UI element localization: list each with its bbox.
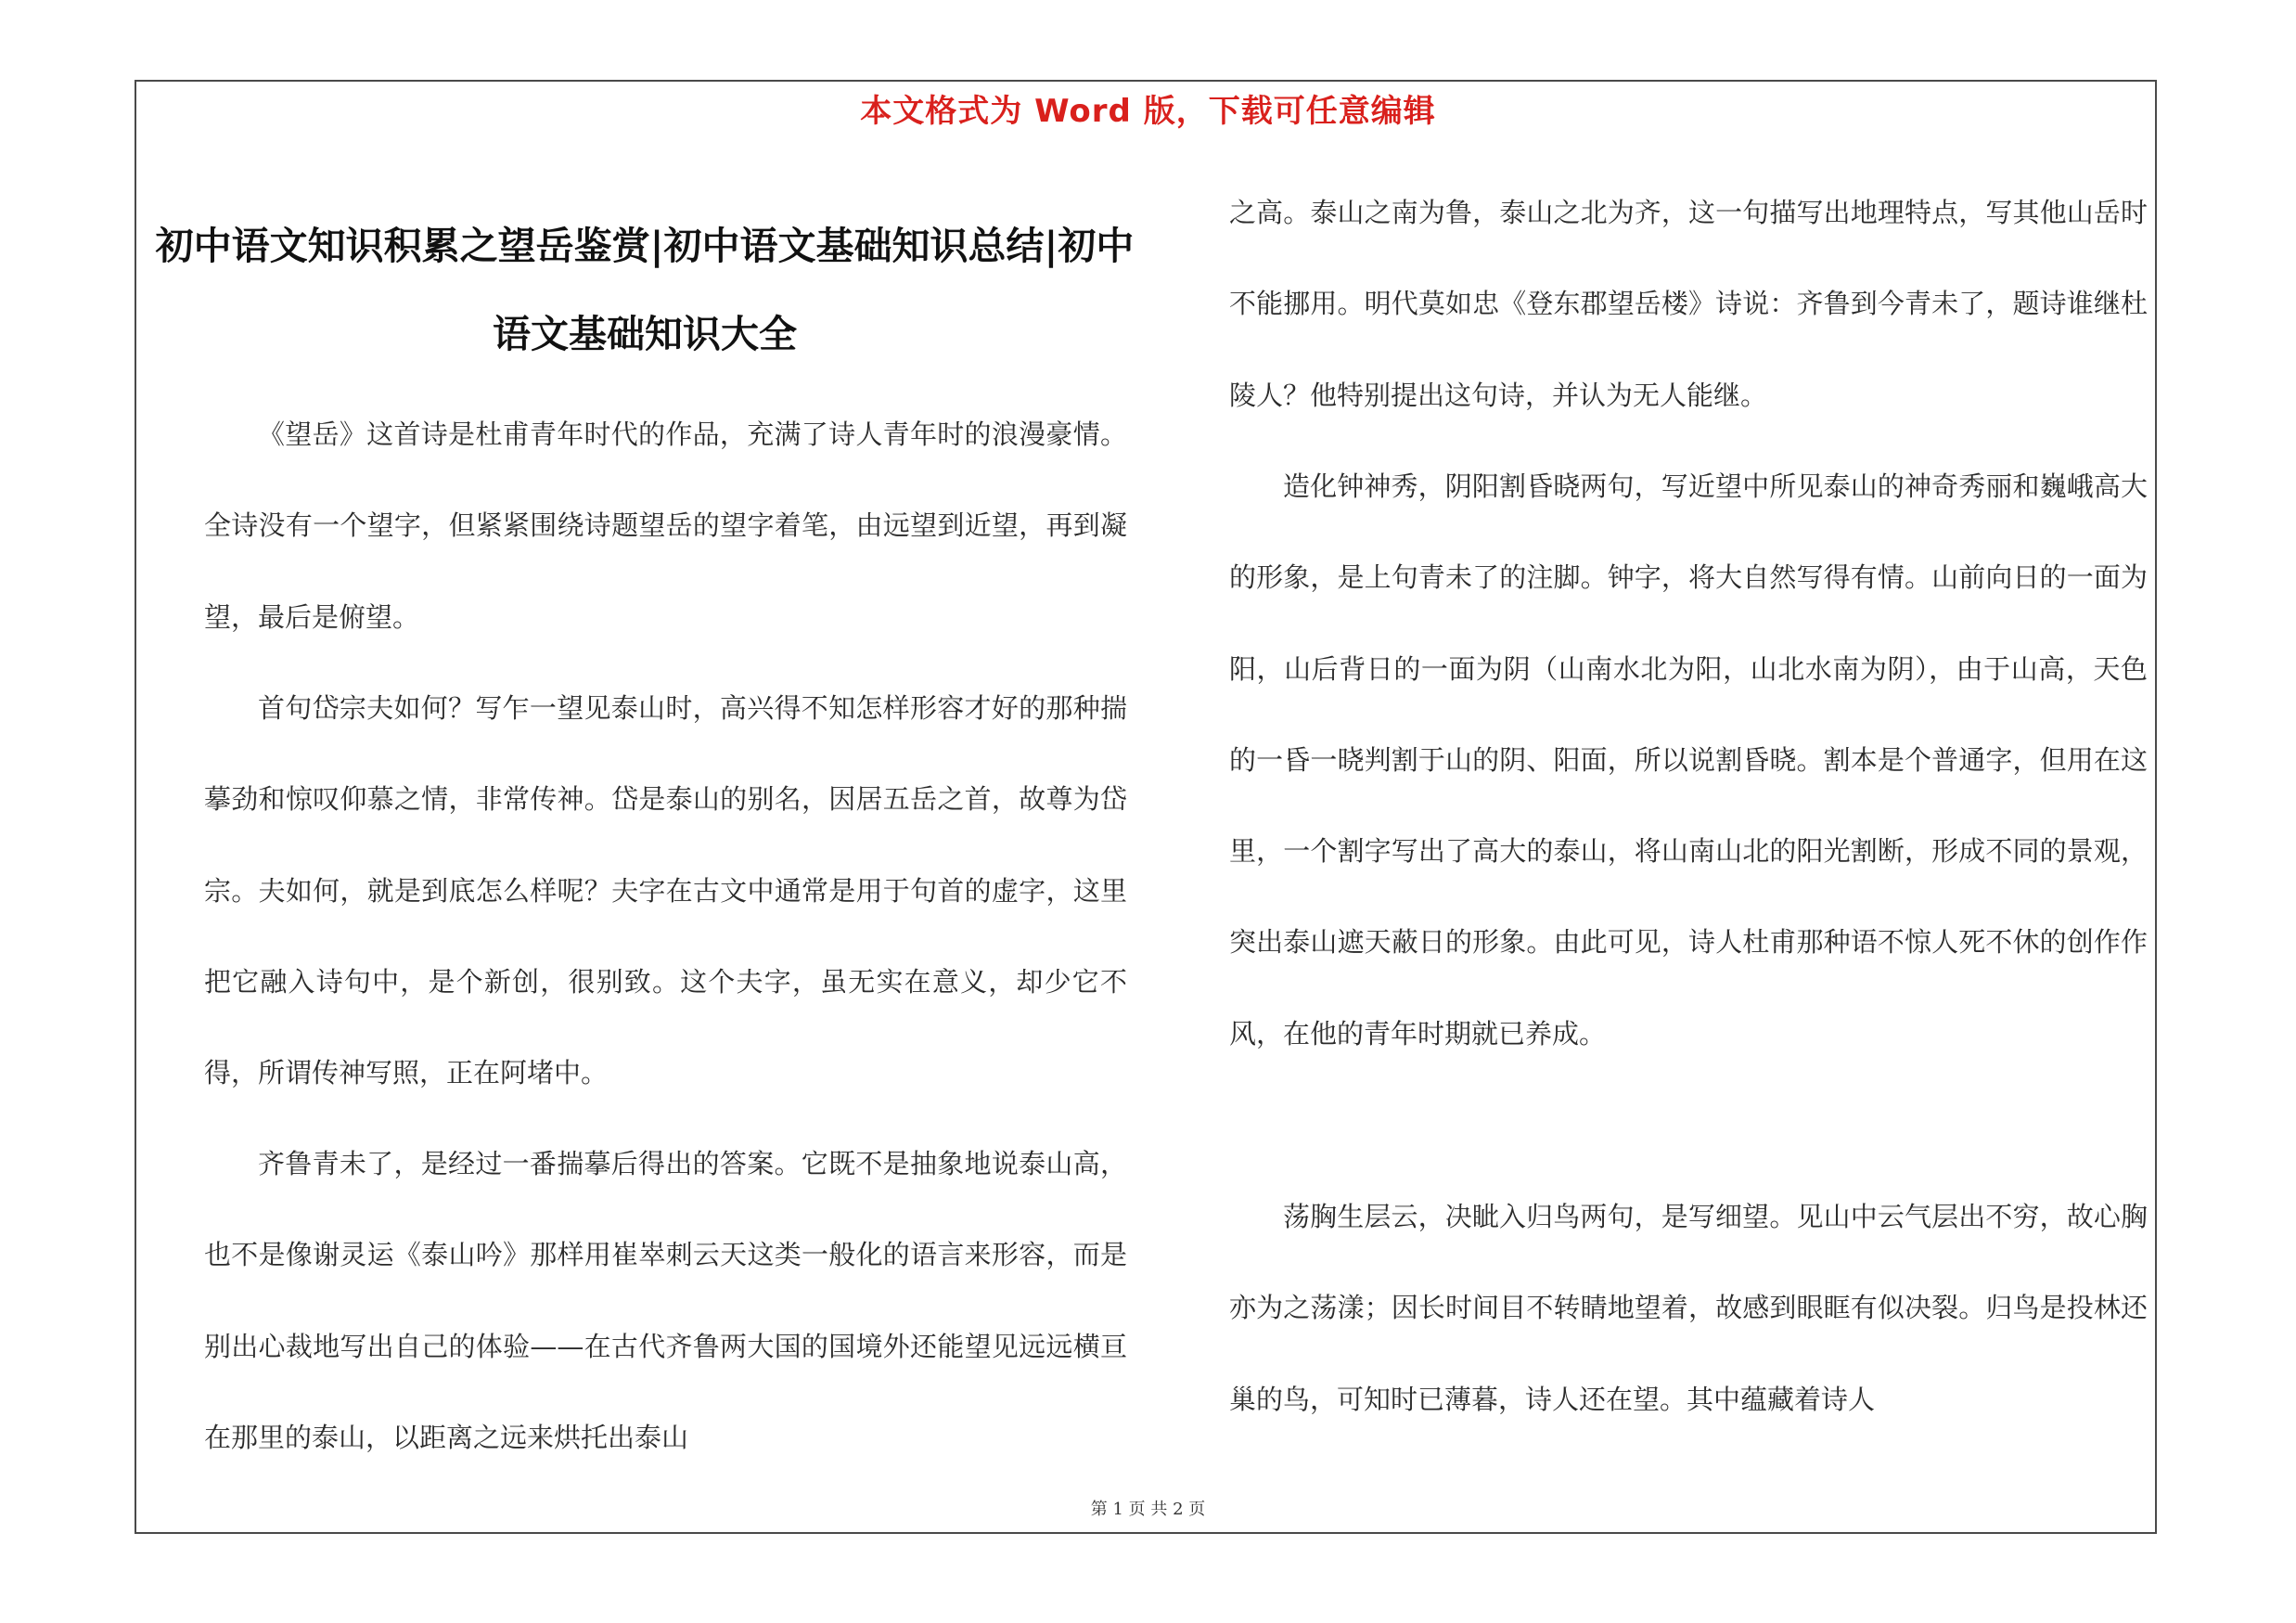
right-paragraph-2: 造化钟神秀，阴阳割昏晓两句，写近望中所见泰山的神奇秀丽和巍峨高大的形象，是上句青未了的注脚。钟字，将大自然写得有情。山前向日的一面为阳，山后背日的一面为阴（山南水北为阳，山北水南为阴），由于山高，天色的一昏一晓判割于山的阴、阳面，所以说割昏晓。割本是个普通字，但用在这里，一个割字写出了高大的泰山，将山南山北的阳光割断，形成不同的景观，突出泰山遮天蔽日的形象。由此可见，诗人杜甫那种语不惊人死不休的创作作风，在他的青年时期就已养成。 xyxy=(1229,470,2148,1050)
right-paragraph-1: 之高。泰山之南为鲁，泰山之北为齐，这一句描写出地理特点，写其他山岳时不能挪用。明代莫如忠《登东郡望岳楼》诗说：齐鲁到今青未了，题诗谁继杜陵人？他特别提出这句诗，并认为无人能继。 xyxy=(1229,197,2148,411)
left-paragraph-1: 《望岳》这首诗是杜甫青年时代的作品，充满了诗人青年时的浪漫豪情。全诗没有一个望字，但紧紧围绕诗题望岳的望字着笔，由远望到近望，再到凝望，最后是俯望。 xyxy=(204,419,1127,633)
right-paragraph-3: 荡胸生层云，决眦入归鸟两句，是写细望。见山中云气层出不穷，故心胸亦为之荡漾；因长时间目不转睛地望着，故感到眼眶有似决裂。归鸟是投林还巢的鸟，可知时已薄暮，诗人还在望。其中蕴藏着诗人 xyxy=(1229,1201,2148,1415)
left-paragraph-3: 齐鲁青未了，是经过一番揣摹后得出的答案。它既不是抽象地说泰山高，也不是像谢灵运《泰山吟》那样用崔崒刺云天这类一般化的语言来形容，而是别出心裁地写出自己的体验——在古代齐鲁两大国的国境外还能望见远远横亘在那里的泰山，以距离之远来烘托出泰山 xyxy=(204,1148,1127,1453)
left-paragraph-2: 首句岱宗夫如何？写乍一望见泰山时，高兴得不知怎样形容才好的那种揣摹劲和惊叹仰慕之情，非常传神。岱是泰山的别名，因居五岳之首，故尊为岱宗。夫如何，就是到底怎么样呢？夫字在古文中通常是用于句首的虚字，这里把它融入诗句中，是个新创，很别致。这个夫字，虽无实在意义，却少它不得，所谓传神写照，正在阿堵中。 xyxy=(204,692,1127,1089)
document-title: 初中语文知识积累之望岳鉴赏|初中语文基础知识总结|初中语文基础知识大全 xyxy=(155,224,1135,356)
format-banner: 本文格式为 Word 版，下载可任意编辑 xyxy=(860,93,1436,130)
page-footer: 第 1 页 共 2 页 xyxy=(1090,1500,1206,1519)
